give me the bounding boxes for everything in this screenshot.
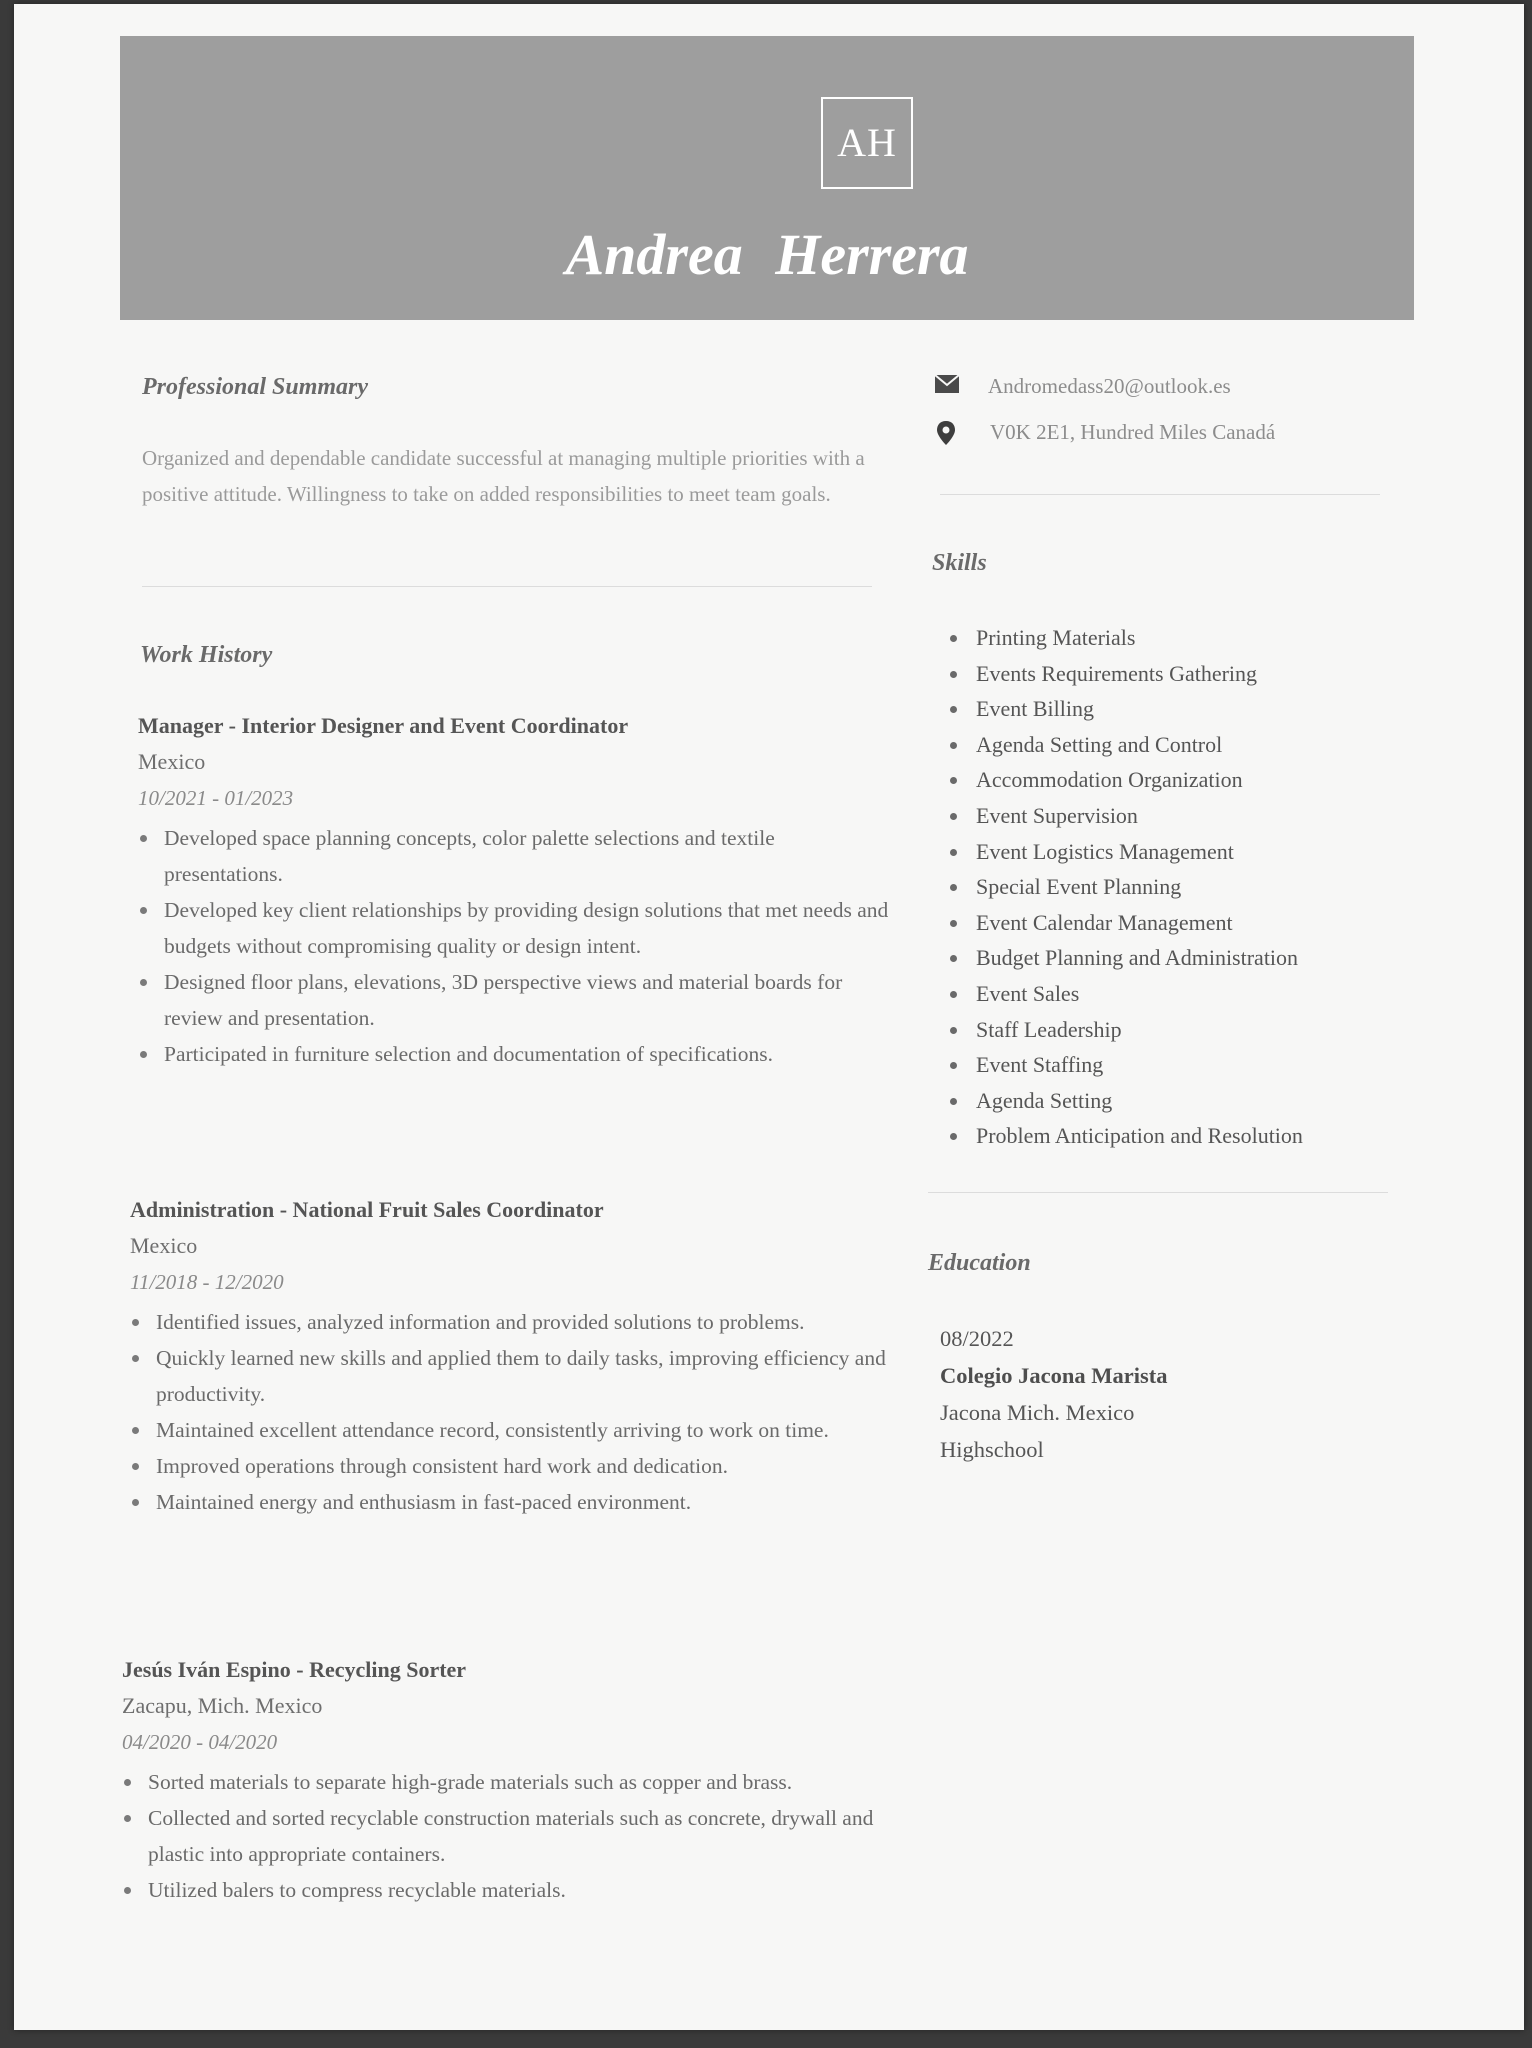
skill-item: Staff Leadership <box>976 1012 1426 1048</box>
job-location: Mexico <box>138 749 206 774</box>
job-bullet: Designed floor plans, elevations, 3D perspective views and material boards for review and presentation. <box>164 964 898 1036</box>
skill-item: Event Billing <box>976 691 1426 727</box>
job-bullet: Collected and sorted recyclable construction materials such as concrete, drywall and plastic into appropriate containers. <box>148 1800 882 1872</box>
job-bullet: Developed space planning concepts, color palette selections and textile presentations. <box>164 820 898 892</box>
skill-item: Event Calendar Management <box>976 905 1426 941</box>
job-entry-3 <box>122 1652 882 1908</box>
first-name: Andrea <box>565 222 743 287</box>
education-school: Colegio Jacona Marista <box>940 1363 1168 1388</box>
job-dates: 11/2018 - 12/2020 <box>130 1270 284 1294</box>
job-bullet: Utilized balers to compress recyclable materials. <box>148 1872 882 1908</box>
job-dates: 10/2021 - 01/2023 <box>138 786 294 810</box>
job-bullet: Developed key client relationships by providing design solutions that met needs and budgets without compromising quality or design intent. <box>164 892 898 964</box>
job-bullets <box>130 1304 890 1520</box>
job-bullet: Maintained energy and enthusiasm in fast-paced environment. <box>156 1484 890 1520</box>
resume-header <box>120 36 1414 320</box>
job-bullet: Improved operations through consistent hard work and dedication. <box>156 1448 890 1484</box>
education-entry <box>940 1320 1420 1468</box>
job-title: Jesús Iván Espino - Recycling Sorter <box>122 1657 467 1682</box>
job-bullets <box>138 820 898 1072</box>
skill-item: Accommodation Organization <box>976 762 1426 798</box>
skill-item: Agenda Setting <box>976 1083 1426 1119</box>
candidate-name <box>120 221 1414 288</box>
skill-item: Printing Materials <box>976 620 1426 656</box>
summary-divider <box>142 586 872 587</box>
email-text[interactable]: Andromedass20@outlook.es <box>988 374 1231 398</box>
summary-heading: Professional Summary <box>142 374 369 400</box>
job-location: Mexico <box>130 1233 198 1258</box>
map-pin-icon <box>936 420 956 452</box>
job-dates: 04/2020 - 04/2020 <box>122 1730 278 1754</box>
skill-item: Budget Planning and Administration <box>976 940 1426 976</box>
resume-page <box>14 4 1524 2030</box>
envelope-icon <box>934 374 960 400</box>
job-entry-2 <box>130 1192 890 1520</box>
job-title: Manager - Interior Designer and Event Coordinator <box>138 713 629 738</box>
skills-list <box>946 620 1426 1154</box>
monogram-badge: AH <box>821 97 913 189</box>
summary-text: Organized and dependable candidate successful at managing multiple priorities with a positive attitude. Willingness to take on added responsibilities to meet team goals. <box>142 446 865 506</box>
skill-item: Event Sales <box>976 976 1426 1012</box>
contact-divider <box>940 494 1380 495</box>
address-text: V0K 2E1, Hundred Miles Canadá <box>990 420 1276 444</box>
skills-heading: Skills <box>932 550 987 576</box>
education-heading: Education <box>928 1250 1031 1276</box>
skill-item: Event Supervision <box>976 798 1426 834</box>
job-bullet: Identified issues, analyzed information and provided solutions to problems. <box>156 1304 890 1340</box>
job-location: Zacapu, Mich. Mexico <box>122 1693 323 1718</box>
job-bullet: Maintained excellent attendance record, consistently arriving to work on time. <box>156 1412 890 1448</box>
skill-item: Event Staffing <box>976 1047 1426 1083</box>
education-location: Jacona Mich. Mexico <box>940 1400 1135 1425</box>
education-degree: Highschool <box>940 1437 1044 1462</box>
job-bullet: Quickly learned new skills and applied them to daily tasks, improving efficiency and productivity. <box>156 1340 890 1412</box>
last-name: Herrera <box>775 222 969 287</box>
job-bullet: Sorted materials to separate high-grade materials such as copper and brass. <box>148 1764 882 1800</box>
skill-item: Event Logistics Management <box>976 834 1426 870</box>
education-date: 08/2022 <box>940 1326 1014 1351</box>
skill-item: Problem Anticipation and Resolution <box>976 1118 1426 1154</box>
job-bullet: Participated in furniture selection and documentation of specifications. <box>164 1036 898 1072</box>
skill-item: Agenda Setting and Control <box>976 727 1426 763</box>
job-title: Administration - National Fruit Sales Coordinator <box>130 1197 604 1222</box>
skill-item: Special Event Planning <box>976 869 1426 905</box>
skill-item: Events Requirements Gathering <box>976 656 1426 692</box>
job-bullets <box>122 1764 882 1908</box>
job-entry-1 <box>138 708 898 1072</box>
work-history-heading: Work History <box>140 642 273 668</box>
skills-divider <box>928 1192 1388 1193</box>
